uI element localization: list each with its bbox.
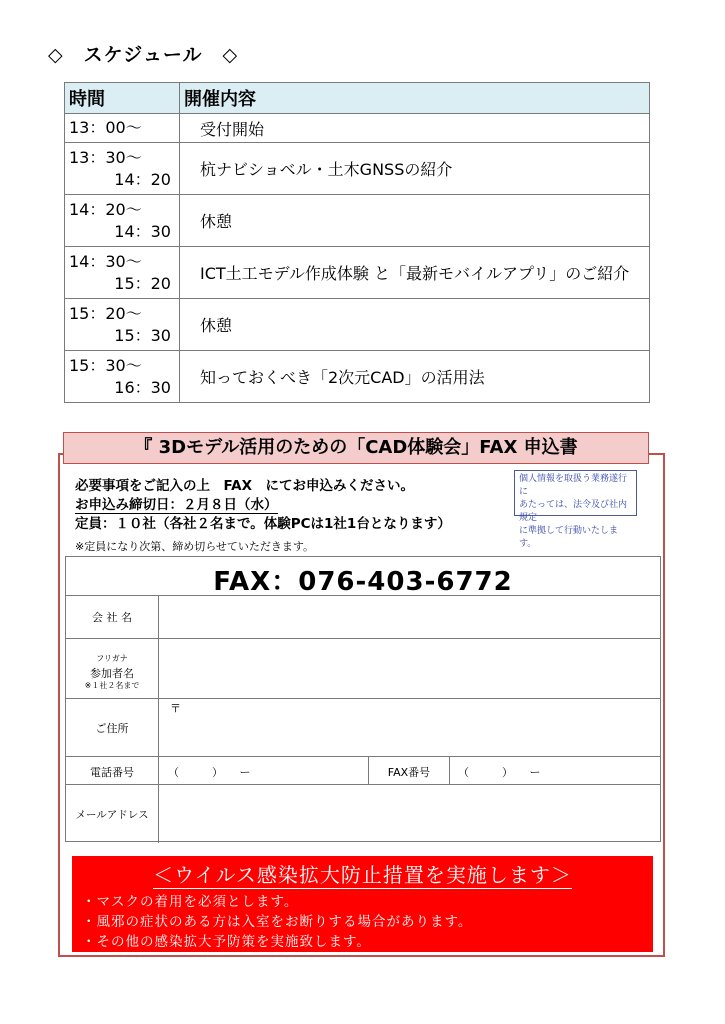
schedule-header-row [65, 83, 650, 114]
email-label: メールアドレス [75, 809, 149, 821]
form-title: 『 3Dモデル活用のための「CAD体験会」FAX 申込書 [63, 432, 649, 464]
faxno-field[interactable]: （ ） ー [458, 766, 541, 779]
form-capacity: 定員：１０社（各社２名まで。体験PCは1社1台となります） [75, 516, 451, 532]
virus-list [82, 892, 653, 952]
participant-label: 参加者名 [90, 667, 134, 680]
form-instruction: 必要事項をご記入の上 FAX にてお申込みください。 [75, 478, 415, 494]
content-cell: 知っておくべき「2次元CAD」の活用法 [180, 351, 650, 403]
schedule-row [65, 351, 650, 403]
schedule-table [64, 82, 650, 403]
time-cell [65, 247, 180, 299]
content-cell: ICT土工モデル作成体験 と「最新モバイルアプリ」のご紹介 [180, 247, 650, 299]
virus-notice [72, 856, 653, 952]
time-end: 14：20 [114, 169, 171, 189]
time-start: 13：30～ [69, 147, 142, 167]
schedule-row [65, 114, 650, 143]
virus-title-text: ＜ウイルス感染拡大防止措置を実施します＞ [153, 863, 572, 887]
schedule-row [65, 247, 650, 299]
time-cell [65, 299, 180, 351]
furigana-label: フリガナ [96, 654, 128, 663]
deadline-text: お申込み締切日：２月８日（水） [75, 497, 278, 513]
time-cell [65, 351, 180, 403]
time-start: 14：30～ [69, 251, 142, 271]
company-field[interactable] [159, 596, 660, 638]
schedule-title: ◇ スケジュール ◇ [48, 44, 239, 66]
time-cell [65, 143, 180, 195]
address-field[interactable] [159, 699, 660, 756]
content-cell: 休憩 [180, 195, 650, 247]
content-cell: 杭ナビショベル・土木GNSSの紹介 [180, 143, 650, 195]
phone-label: 電話番号 [90, 766, 134, 779]
application-form [65, 556, 661, 842]
time-start: 14：20～ [69, 199, 142, 219]
schedule-row [65, 299, 650, 351]
form-deadline [75, 493, 278, 513]
time-end: 15：20 [114, 273, 171, 293]
time-cell [65, 114, 180, 143]
schedule-row [65, 195, 650, 247]
postal-mark: 〒 [170, 702, 181, 715]
virus-item: ・マスクの着用を必須とします。 [82, 894, 299, 910]
time-end: 16：30 [114, 377, 171, 397]
content-cell: 休憩 [180, 299, 650, 351]
content-cell: 受付開始 [180, 114, 650, 143]
email-field[interactable] [159, 785, 660, 842]
schedule-row [65, 143, 650, 195]
virus-title [72, 859, 653, 888]
participant-field[interactable] [159, 639, 660, 698]
participant-note: ※１社２名まで [84, 681, 140, 690]
virus-item: ・風邪の症状のある方は入室をお断りする場合があります。 [82, 914, 473, 930]
time-start: 13：00～ [69, 118, 142, 137]
content-header: 開催内容 [180, 83, 650, 114]
phone-field[interactable]: （ ） ー [168, 766, 251, 779]
virus-item: ・その他の感染拡大予防策を実施致します。 [82, 934, 371, 950]
form-note: ※定員になり次第、締め切らせていただきます。 [75, 540, 315, 553]
time-end: 14：30 [114, 221, 171, 241]
privacy-notice: 個人情報を取扱う業務遂行に あたっては、法令及び社内規定 に準拠して行動いたします。 [514, 470, 637, 516]
time-header: 時間 [65, 83, 180, 114]
time-start: 15：30～ [69, 355, 142, 375]
address-label: ご住所 [95, 722, 129, 735]
company-label: 会 社 名 [92, 611, 132, 624]
faxno-label: FAX番号 [387, 766, 431, 779]
time-start: 15：20～ [69, 303, 142, 323]
time-end: 15：30 [114, 325, 171, 345]
fax-number: FAX：076-403-6772 [213, 567, 513, 597]
time-cell [65, 195, 180, 247]
